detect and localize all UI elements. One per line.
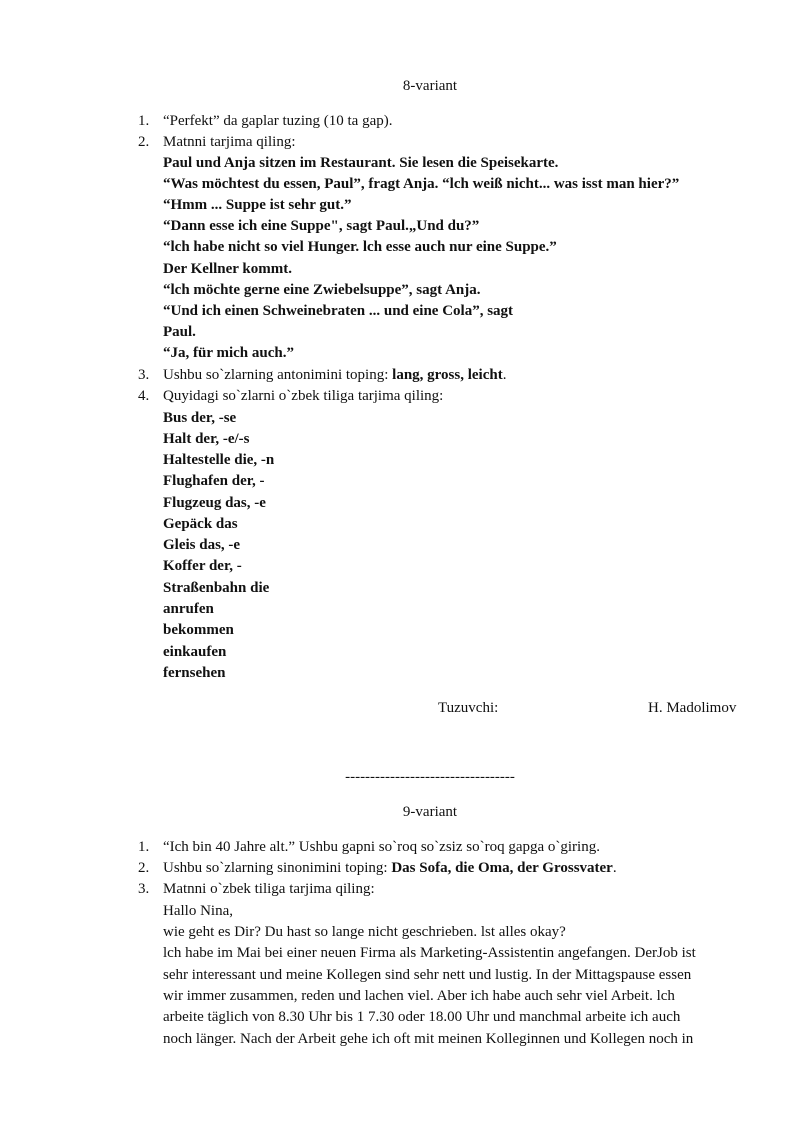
letter-line: noch länger. Nach der Arbeit gehe ich oft mit meinen Kolleginnen und Kollegen noch in [163, 1031, 694, 1047]
vocab-word: Gleis das, -e [163, 537, 241, 553]
task-4-text: Quyidagi so`zlarni o`zbek tiliga tarjima qiling: [163, 388, 444, 404]
list-number: 2. [138, 134, 150, 150]
list-number: 4. [138, 388, 150, 404]
vocab-word: Flughafen der, - [163, 473, 265, 489]
list-number: 1. [138, 839, 150, 855]
task-3-prefix: Ushbu so`zlarning antonimini toping: [163, 367, 393, 383]
letter-line: Hallo Nina, [163, 903, 233, 919]
v9-task-3-text: Matnni o`zbek tiliga tarjima qiling: [163, 881, 375, 897]
list-number: 3. [138, 367, 150, 383]
vocab-word: Flugzeug das, -e [163, 495, 266, 511]
dialogue-line: “Hmm ... Suppe ist sehr gut.” [163, 197, 352, 213]
variant8-heading: 8-variant [402, 78, 458, 94]
v9-task-2-prefix: Ushbu so`zlarning sinonimini toping: [163, 860, 392, 876]
list-number: 1. [138, 113, 150, 129]
list-number: 3. [138, 881, 150, 897]
vocab-word: Straßenbahn die [163, 580, 270, 596]
vocab-word: Bus der, -se [163, 410, 237, 426]
variant-separator: ---------------------------------- [345, 769, 515, 785]
antonym-words: lang, gross, leicht [392, 367, 503, 383]
dialogue-line: Der Kellner kommt. [163, 261, 293, 277]
letter-line: sehr interessant und meine Kollegen sind sehr nett und lustig. In der Mittagspause essen [163, 967, 692, 983]
author-label: Tuzuvchi: [438, 700, 499, 716]
vocab-word: Gepäck das [163, 516, 238, 532]
dialogue-line: “lch habe nicht so viel Hunger. lch esse auch nur eine Suppe.” [163, 239, 557, 255]
letter-line: arbeite täglich von 8.30 Uhr bis 1 7.30 oder 18.00 Uhr und manchmal arbeite ich auch [163, 1009, 681, 1025]
dialogue-line: “lch möchte gerne eine Zwiebelsuppe”, sagt Anja. [163, 282, 481, 298]
vocab-word: Haltestelle die, -n [163, 452, 275, 468]
list-number: 2. [138, 860, 150, 876]
letter-line: wie geht es Dir? Du hast so lange nicht geschrieben. lst alles okay? [163, 924, 566, 940]
letter-line: lch habe im Mai bei einer neuen Firma als Marketing-Assistentin angefangen. DerJob ist [163, 945, 696, 961]
task-3-text [163, 365, 506, 386]
dialogue-line: Paul und Anja sitzen im Restaurant. Sie lesen die Speisekarte. [163, 155, 559, 171]
dialogue-line: “Was möchtest du essen, Paul”, fragt Anja. “lch weiß nicht... was isst man hier?” [163, 176, 680, 192]
synonym-words: Das Sofa, die Oma, der Grossvater [391, 860, 613, 876]
dialogue-line: “Dann esse ich eine Suppe", sagt Paul.„Und du?” [163, 218, 480, 234]
task-2-text: Matnni tarjima qiling: [163, 134, 296, 150]
vocab-word: bekommen [163, 622, 234, 638]
letter-line: wir immer zusammen, reden und lachen viel. Aber ich habe auch sehr viel Arbeit. lch [163, 988, 675, 1004]
vocab-word: Koffer der, - [163, 558, 242, 574]
variant9-heading: 9-variant [402, 804, 458, 820]
v9-task-2-period: . [612, 860, 617, 876]
task-3-period: . [502, 367, 507, 383]
dialogue-line: “Ja, für mich auch.” [163, 345, 294, 361]
task-1-text: “Perfekt” da gaplar tuzing (10 ta gap). [163, 113, 393, 129]
v9-task-1-text: “Ich bin 40 Jahre alt.” Ushbu gapni so`roq so`zsiz so`roq gapga o`giring. [163, 839, 600, 855]
v9-task-2-text [163, 858, 617, 879]
dialogue-line: Paul. [163, 324, 196, 340]
author-name: H. Madolimov [648, 700, 737, 716]
vocab-word: einkaufen [163, 644, 227, 660]
vocab-word: fernsehen [163, 665, 226, 681]
dialogue-line: “Und ich einen Schweinebraten ... und eine Cola”, sagt [163, 303, 514, 319]
vocab-word: Halt der, -e/-s [163, 431, 250, 447]
vocab-word: anrufen [163, 601, 214, 617]
